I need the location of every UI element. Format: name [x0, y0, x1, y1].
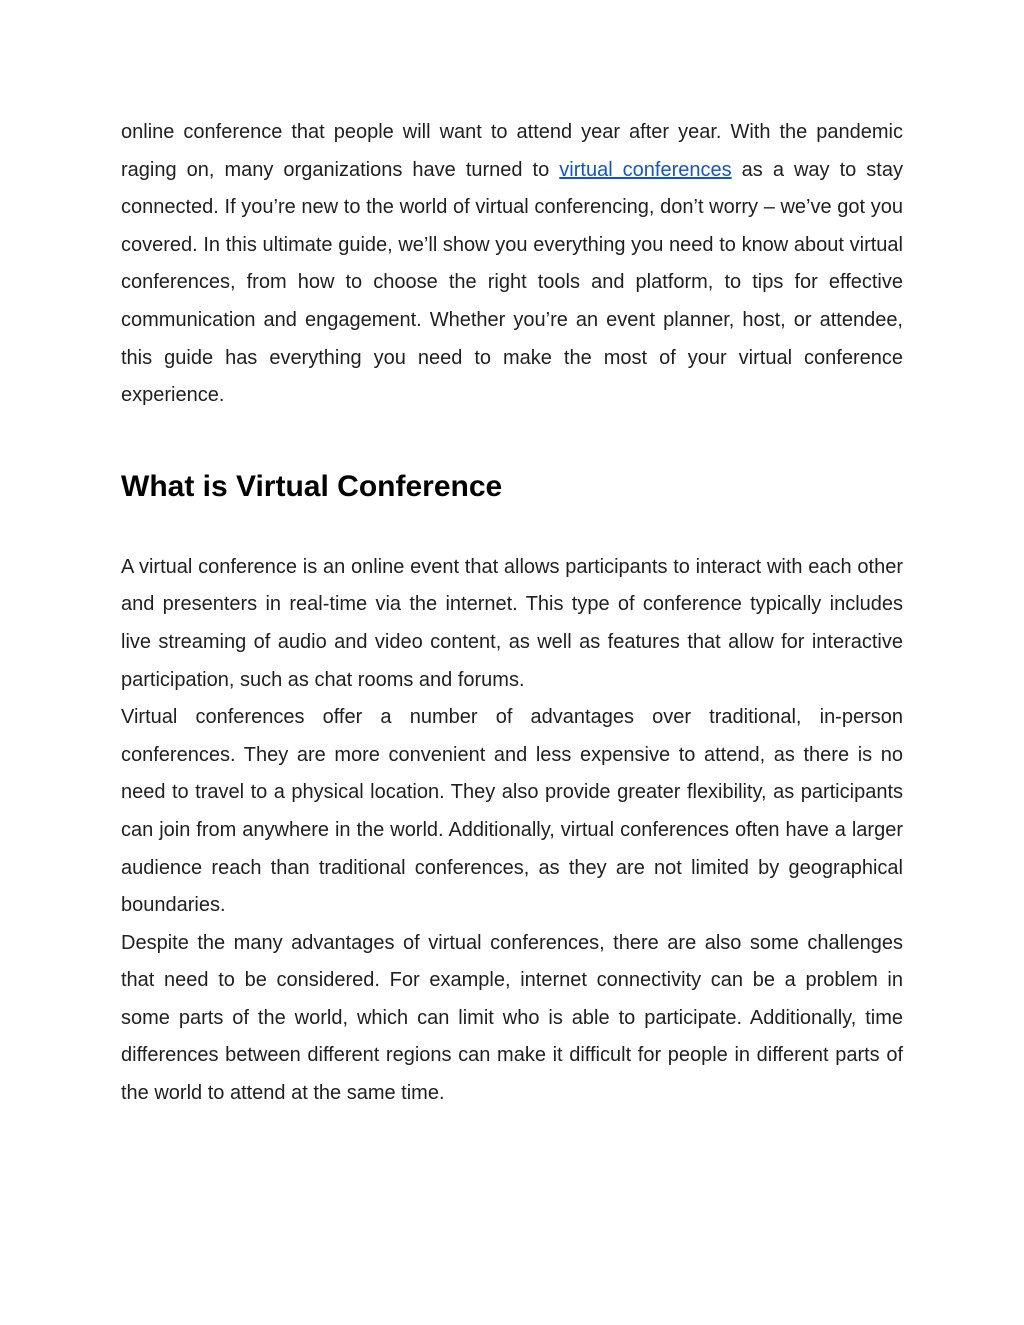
intro-text-before-link: online conference that people will want to attend year after year. With the pandemic raging on, many organizations have turned to [121, 121, 903, 181]
virtual-conferences-link[interactable]: virtual conferences [559, 158, 732, 181]
section-paragraph-3: Despite the many advantages of virtual conferences, there are also some challenges that need to be considered. For example, internet connectivity can be a problem in some parts of the world, which can limit who is able to participate. Additionally, time differences between different regions can make it difficult for people in different parts of the world to attend at the same time. [121, 931, 903, 1105]
section-paragraph-1: A virtual conference is an online event that allows participants to interact with each other and presenters in real-time via the internet. This type of conference typically includes live streaming of audio and video content, as well as features that allow for interactive participation, such as chat rooms and forums. [121, 555, 903, 691]
intro-paragraph [121, 114, 903, 415]
document-page [121, 114, 903, 1113]
section-heading: What is Virtual Conference [121, 469, 503, 503]
section-paragraph-2: Virtual conferences offer a number of advantages over traditional, in-person conferences. They are more convenient and less expensive to attend, as there is no need to travel to a physical location. They also provide greater flexibility, as participants can join from anywhere in the world. Additionally, virtual conferences often have a larger audience reach than traditional conferences, as they are not limited by geographical boundaries. [121, 706, 903, 917]
intro-text-after-link: as a way to stay connected. If you’re new to the world of virtual conferencing, don’t worry – we’ve got you covered. In this ultimate guide, we’ll show you everything you need to know about virtual conferences, from how to choose the right tools and platform, to tips for effective communication and engagement. Whether you’re an event planner, host, or attendee, this guide has everything you need to make the most of your virtual conference experience. [121, 158, 903, 407]
